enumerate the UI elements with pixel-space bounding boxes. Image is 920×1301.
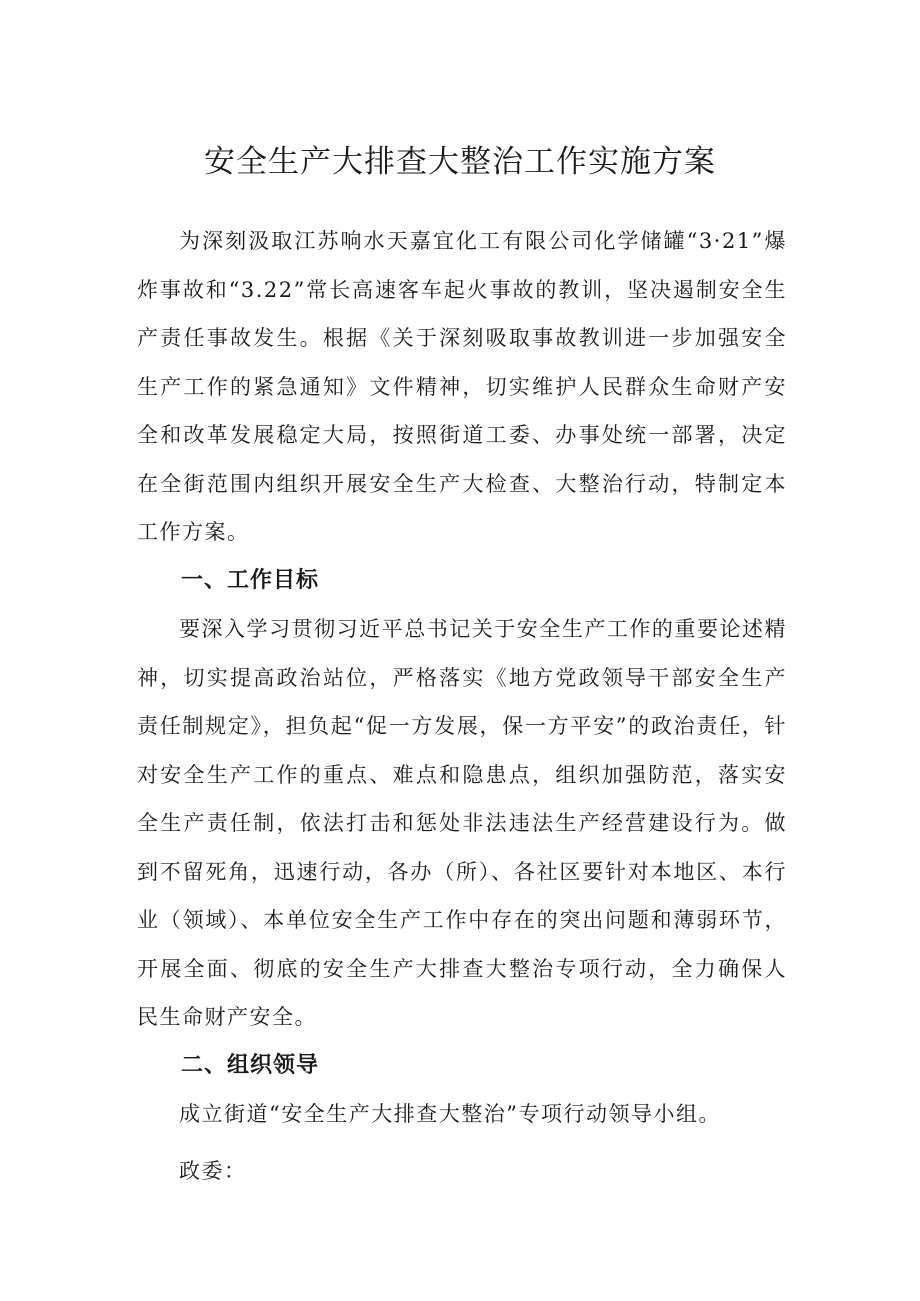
document-title: 安全生产大排查大整治工作实施方案 — [204, 144, 716, 180]
document-body — [137, 217, 787, 1195]
section-heading-goals: 一、工作目标 — [181, 567, 320, 593]
intro-paragraph: 为深刻汲取江苏响水天嘉宜化工有限公司化学储罐“3·21”爆炸事故和“3.22”常长高速客车起火事故的教训，坚决遏制安全生产责任事故发生。根据《关于深刻吸取事故教训进一步加强安全生产工作的紧急通知》文件精神，切实维护人民群众生命财产安全和改革发展稳定大局，按照街道工委、办事处统一部署，决定在全街范围内组织开展安全生产大检查、大整治行动，特制定本工作方案。 — [137, 229, 787, 544]
political-commissar-label: 政委： — [179, 1158, 247, 1183]
paragraph-spacer — [137, 1139, 787, 1147]
organization-paragraph: 成立街道“安全生产大排查大整治”专项行动领导小组。 — [179, 1102, 721, 1126]
section-heading-organization: 二、组织领导 — [181, 1052, 320, 1078]
goals-paragraph: 要深入学习贯彻习近平总书记关于安全生产工作的重要论述精神，切实提高政治站位，严格落实《地方党政领导干部安全生产责任制规定》，担负起“促一方发展，保一方平安”的政治责任，针对安全生产工作的重点、难点和隐患点，组织加强防范，落实安全生产责任制，依法打击和惩处非法违法生产经营建设行为。做到不留死角，迅速行动，各办（所）、各社区要针对本地区、本行业（领域）、本单位安全生产工作中存在的突出问题和薄弱环节，开展全面、彻底的安全生产大排查大整治专项行动，全力确保人民生命财产安全。 — [137, 617, 787, 1029]
